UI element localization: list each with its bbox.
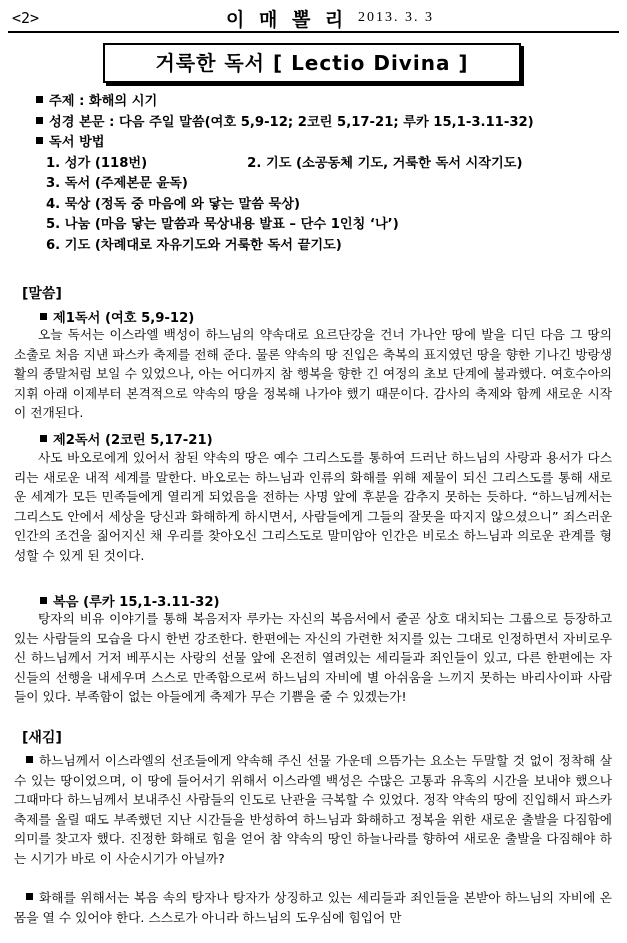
method-step: 6. 기도 (차례대로 자유기도와 거룩한 독서 끝기도) [46,237,342,253]
page-header [8,4,619,32]
square-bullet-icon [26,756,33,763]
reading-text: 탕자의 비유 이야기를 통해 복음저자 루카는 자신의 복음서에서 줄곧 상호 대치되는 그룹으로 등장하고 있는 사람들의 모습을 다시 한번 강조한다. 한편에는 자신의 가련한 처지를 있는 그대로 인정하면서 자비로우신 하느님께서 거저 베푸시는 사랑의 선물 앞에 온전히 열려있는 세리들과 죄인들이 있고, 다른 한편에는 자신들의 선행을 내세우며 스스로 만족함으로써 하느님의 자비에 별 아쉬움을 느끼지 못하는 바리사이파 사람들이 있다. 부족함이 없는 아들에게 축제가 무슨 기쁨을 줄 수 있겠는가! [14,611,612,705]
section-reflection: [새김] [22,730,62,746]
title-box [103,43,521,83]
reading-heading: 복음 (루카 15,1-3.11-32) [40,591,220,610]
summary-theme: 주제 : 화해의 시기 [36,92,534,113]
square-bullet-icon [36,117,43,124]
method-step: 1. 성가 (118번) 2. 기도 (소공동체 기도, 거룩한 독서 시작기도) [46,155,523,171]
square-bullet-icon [40,435,47,442]
summary-method: 독서 방법 [36,133,534,154]
reading-heading: 제1독서 (여호 5,9-12) [40,307,194,326]
section-word: [말씀] [22,286,62,302]
method-step: 5. 나눔 (마음 닿는 말씀과 묵상내용 발표 – 단수 1인칭 ‘나’) [46,217,399,232]
square-bullet-icon [40,597,47,604]
square-bullet-icon [36,137,43,144]
reading-text: 사도 바오로에게 있어서 참된 약속의 땅은 예수 그리스도를 통하여 드러난 하느님의 사랑과 용서가 다스리는 새로운 내적 세계를 말한다. 바오로는 하느님과 인류의 화해를 위해 제물이 되신 그리스도를 통해 새로운 세계가 모든 민족들에게 열리게 되었음을 전하는 사명 앞에 후분을 감추지 못하는 듯하다. “하느님께서는 그리스도 안에서 세상을 당신과 화해하게 하시면서, 사람들에게 그들의 잘못을 따지지 않으셨으니” 죄스러운 인간의 조건을 짊어지신 채 우리를 찾아오신 그리스도로 말미암아 인간은 비로소 하느님과 의로운 관계를 형성할 수 있게 된 것이다. [14,450,612,563]
header-rule [8,31,619,33]
page-number: <2> [12,9,40,27]
summary-block [36,92,534,256]
reflection-paragraph: 화해를 위해서는 복음 속의 탕자나 탕자가 상징하고 있는 세리들과 죄인들을 본받아 하느님의 자비에 온몸을 열 수 있어야 한다. 스스로가 아니라 하느님의 도우심에 힘입어 만 [14,890,612,925]
reading-text: 오늘 독서는 이스라엘 백성이 하느님의 약속대로 요르단강을 건너 가나안 땅에 발을 디딘 다음 그 땅의 소출로 처음 지낸 파스카 축제를 전해 준다. 물론 약속의 땅 진입은 축복의 표지였던 땅을 향한 기나긴 방랑생활의 종말처럼 보일 수 있었으나, 아는 어디까지 참 행복을 향한 긴 여정의 초보 단계에 불과했다. 여호수아의 지휘 아래 이제부터 본격적으로 약속의 땅을 정복해 나가야 했기 때문이다. 감사의 축제와 함께 새로운 시작이 전개된다. [14,327,612,421]
square-bullet-icon [26,893,33,900]
reflection-paragraph: 하느님께서 이스라엘의 선조들에게 약속해 주신 선물 가운데 으뜸가는 요소는 두말할 것 없이 정착해 살 수 있는 땅이었으며, 이 땅에 들어서기 위해서 이스라엘 백성은 수많은 고통과 유혹의 시간을 보내야 했으나 그때마다 하느님께서 보내주신 사람들의 인도로 난관을 극복할 수 있었다. 정작 약속의 땅에 진입해서 파스카 축제를 올릴 때도 부족했던 지난 시간들을 반성하여 하느님과 화해하고 정복을 위한 새로운 출발을 다짐함에 의미를 찾고자 했다. 진정한 화해로 힘을 얻어 참 약속의 땅인 하늘나라를 향하여 새로운 출발을 다짐해야 하는 시기가 바로 이 사순시기가 아닐까? [14,753,612,866]
page-title: 거룩한 독서 [ Lectio Divina ] [155,51,469,75]
bulletin-date: 2013. 3. 3 [358,10,434,25]
square-bullet-icon [36,96,43,103]
square-bullet-icon [40,313,47,320]
method-step: 4. 묵상 (정독 중 마음에 와 닿는 말씀 묵상) [46,196,301,212]
bulletin-name: 이 매 뽈 리 [226,9,348,31]
method-step: 3. 독서 (주제본문 윤독) [46,176,188,191]
summary-bible: 성경 본문 : 다음 주일 말씀(여호 5,9-12; 2코린 5,17-21; 루카 15,1-3.11-32) [36,113,534,134]
reading-heading: 제2독서 (2코린 5,17-21) [40,429,213,448]
